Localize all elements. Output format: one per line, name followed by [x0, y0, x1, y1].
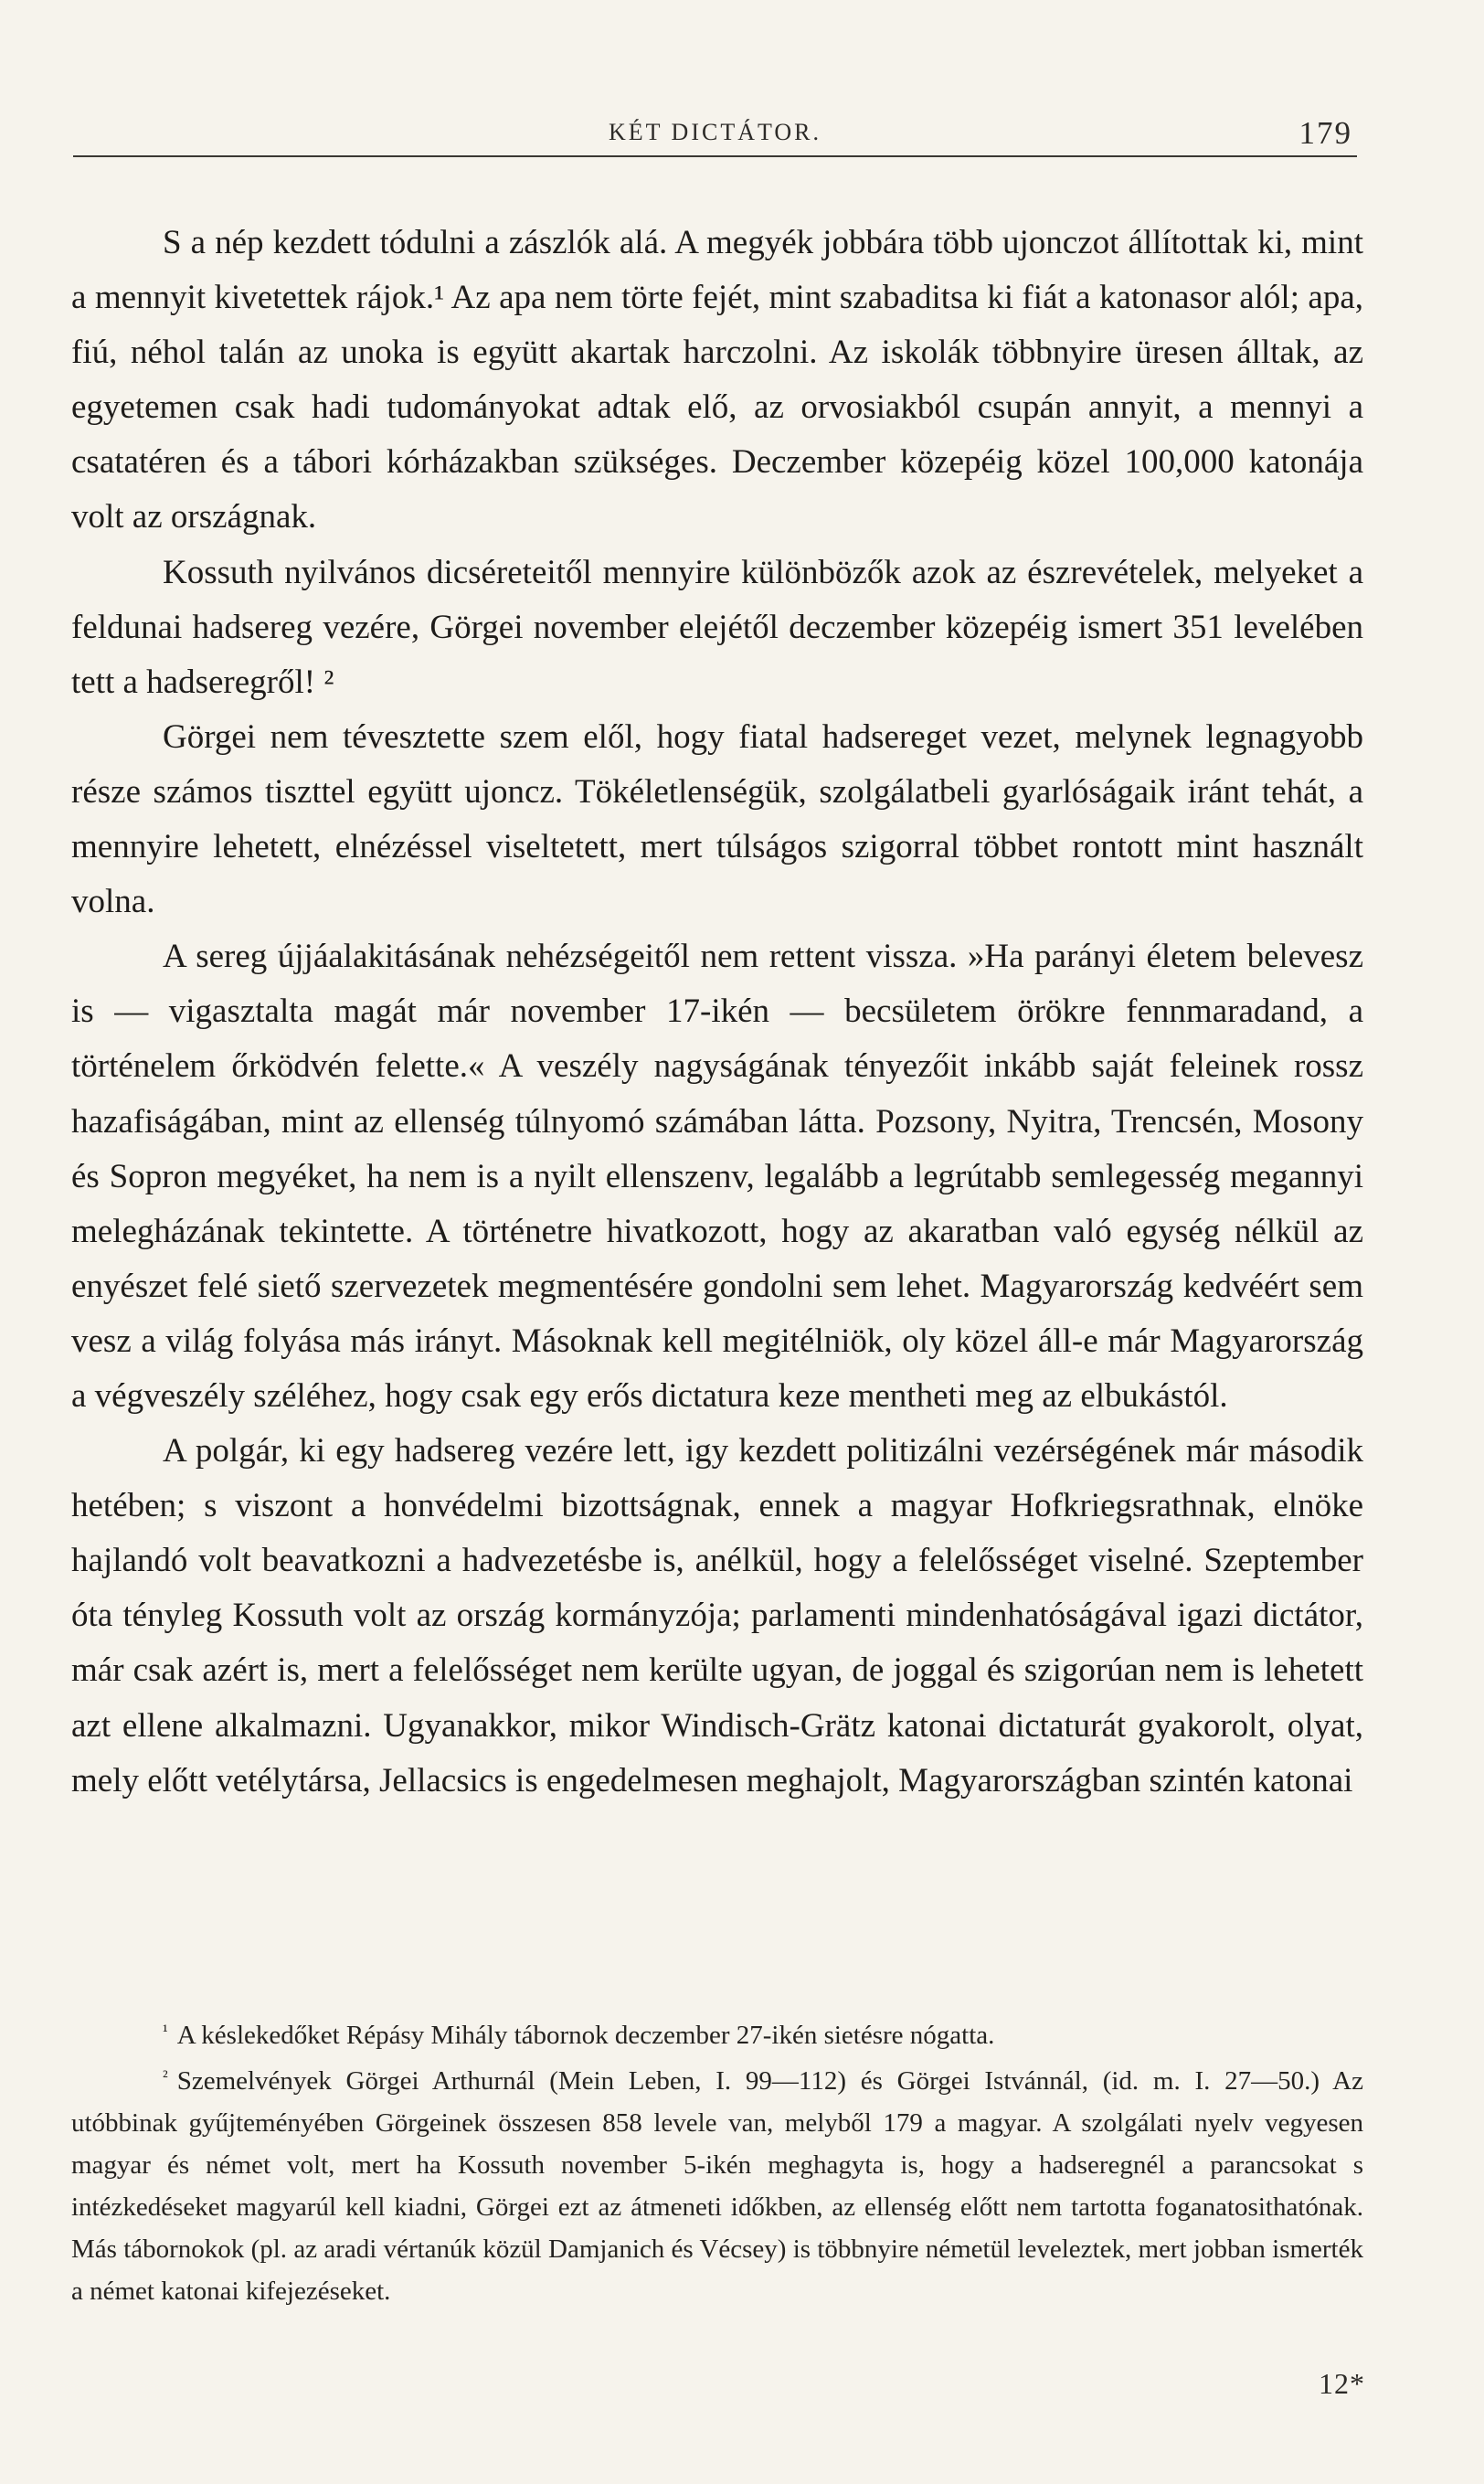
signature-mark: 12* — [1319, 2367, 1365, 2400]
paragraph: S a nép kezdett tódulni a zászlók alá. A megyék jobbára több ujonczot állítottak ki, mint a mennyit kivetettek rájok.¹ Az apa nem törte fejét, mint szabaditsa ki fiát a katonasor alól; apa, fiú, néhol talán az unoka is együtt akartak harczolni. Az iskolák többnyire üresen álltak, az egyetemen csak hadi tudományokat adtak elő, az orvosiakból csupán annyit, a mennyi a csatatéren és a tábori kórházakban szükséges. Deczember közepéig közel 100,000 katonája volt az országnak. — [71, 224, 1363, 536]
body-text — [71, 216, 1363, 1809]
footnote — [71, 2056, 1363, 2312]
running-head — [73, 108, 1357, 159]
running-title: KÉT DICTÁTOR. — [608, 119, 822, 145]
header-rule — [73, 155, 1357, 157]
footnote-mark: ² — [163, 2067, 168, 2086]
paragraph: Görgei nem tévesztette szem elől, hogy fiatal hadsereget vezet, melynek legnagyobb része számos tiszttel együtt ujoncz. Tökéletlenségük, szolgálatbeli gyarlóságaik iránt tehát, a mennyire lehetett, elnézéssel viseltetett, mert túlságos szigorral többet rontott mint használt volna. — [71, 717, 1363, 921]
paragraph: A polgár, ki egy hadsereg vezére lett, igy kezdett politizálni vezérségének már második hetében; s viszont a honvédelmi bizottságnak, ennek a magyar Hofkriegsrathnak, elnöke hajlandó volt beavatkozni a hadvezetésbe is, anélkül, hogy a felelősséget viselné. Szeptember óta tényleg Kossuth volt az ország kormányzója; parlamenti mindenhatóságával igazi dictátor, már csak azért is, mert a felelősséget nem kerülte ugyan, de joggal és szigorúan nem is lehetett azt ellene alkalmazni. Ugyanakkor, mikor Windisch-Grätz katonai dictaturát gyakorolt, olyat, mely előtt vetélytársa, Jellacsics is engedelmesen meghajolt, Magyarországban szintén katonai — [71, 1432, 1363, 1799]
footnote-mark: ¹ — [163, 2022, 168, 2041]
footnote-text: Szemelvények Görgei Arthurnál (Mein Leben, I. 99—112) és Görgei Istvánnál, (id. m. I. 27—50.) Az utóbbinak gyűjteményében Görgeinek összesen 858 levele van, melyből 179 a magyar. A szolgálati nyelv vegyesen magyar és német volt, mert ha Kossuth november 5-ikén meghagyta is, hogy a hadseregnél a parancsokat s intézkedéseket magyarúl kell kiadni, Görgei ezt az átmeneti időkben, az ellenség előtt nem tartotta foganatosithatónak. Más tábornokok (pl. az aradi vértanúk közül Damjanich és Vécsey) is többnyire németül leveleztek, mert jobban ismerték a német katonai kifejezéseket. — [71, 2066, 1363, 2306]
footnote-text: A késlekedőket Répásy Mihály tábornok deczember 27-ikén sietésre nógatta. — [176, 2021, 995, 2050]
paragraph: A sereg újjáalakitásának nehézségeitől nem rettent vissza. »Ha parányi életem belevesz is — vigasztalta magát már november 17-ikén — becsületem örökre fennmaradand, a történelem őrködvén felette.« A veszély nagyságának tényezőit inkább saját feleinek rossz hazafiságában, mint az ellenség túlnyomó számában látta. Pozsony, Nyitra, Trencsén, Mosony és Sopron megyéket, ha nem is a nyilt ellenszenv, legalább a legrútabb semlegesség megannyi melegházának tekintette. A történetre hivatkozott, hogy az akaratban való egység nélkül az enyészet felé siető szervezetek megmentésére gondolni sem lehet. Magyarország kedvéért sem vesz a világ folyása más irányt. Másoknak kell megitélniök, oly közel áll-e már Magyarország a végveszély széléhez, hogy csak egy erős dictatura keze mentheti meg az elbukástól. — [71, 938, 1363, 1415]
footnotes — [71, 2011, 1363, 2312]
page-number: 179 — [1298, 115, 1352, 151]
paragraph: Kossuth nyilvános dicséreteitől mennyire különbözők azok az észrevételek, melyeket a feldunai hadsereg vezére, Görgei november elejétől deczember közepéig ismert 351 levelében tett a hadseregről! ² — [71, 553, 1363, 701]
footnote — [71, 2011, 1363, 2056]
